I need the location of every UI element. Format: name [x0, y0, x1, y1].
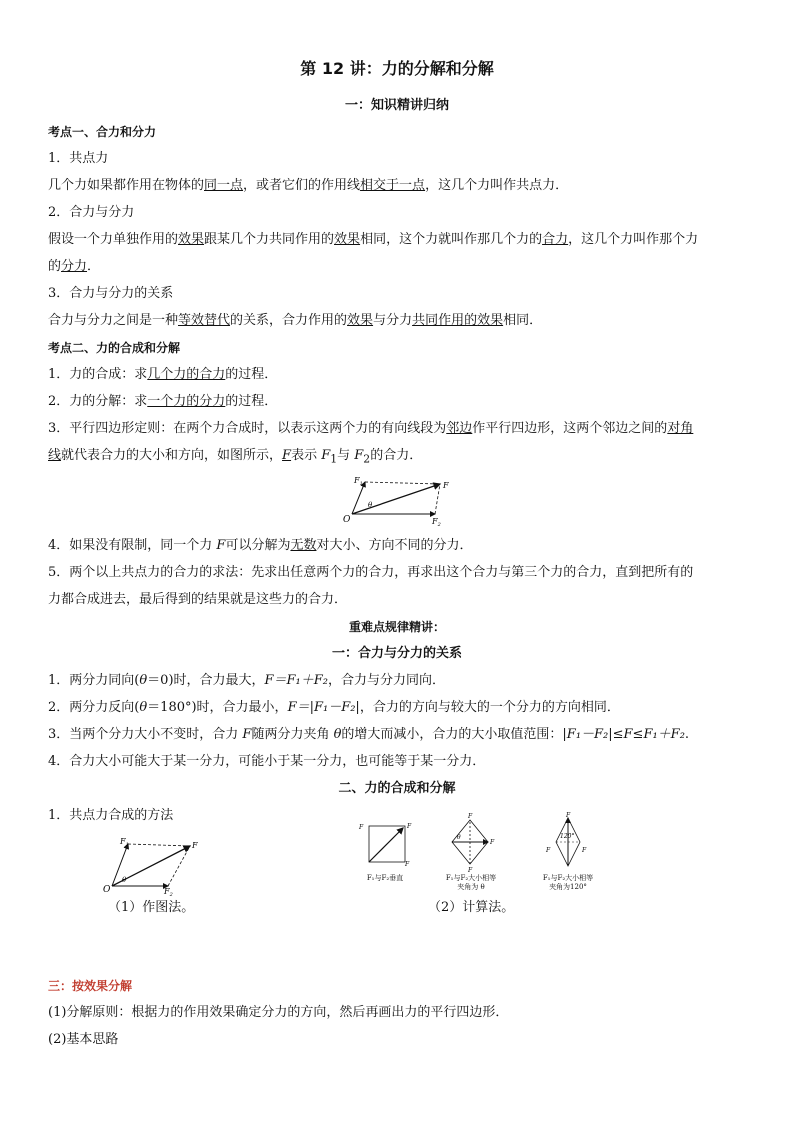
page-title: 第 12 讲：力的分解和分解 — [300, 59, 494, 78]
caption-calculation: （2）计算法。 — [428, 900, 515, 915]
effect-line2: (2)基本思路 — [48, 1032, 119, 1047]
fig-equal-theta — [440, 812, 500, 872]
k2-item5-line1: 5．两个以上共点力的合力的求法：先求出任意两个力的合力，再求出这个合力与第三个力的合力，直到把所有的 — [48, 565, 694, 580]
fig-a-caption: F₁与F₂垂直 — [366, 874, 404, 882]
k1-item2-text-line1: 假设一个力单独作用的效果跟某几个力共同作用的效果相同，这个力就叫作那几个力的合力，这几个力叫作那个力 — [48, 232, 699, 247]
k1-item1-text: 几个力如果都作用在物体的同一点，或者它们的作用线相交于一点，这几个力叫作共点力． — [48, 178, 569, 193]
svg-text:F: F — [407, 823, 412, 830]
svg-text:F: F — [192, 841, 198, 850]
vector-f — [352, 484, 440, 514]
svg-text:F: F — [468, 813, 473, 820]
k1-item2-text-line2: 的分力． — [48, 259, 101, 274]
dashed-edge-top — [365, 482, 440, 484]
fig-perpendicular — [355, 820, 415, 870]
k1-item3-text: 合力与分力之间是一种等效替代的关系，合力作用的效果与分力共同作用的效果相同． — [48, 313, 543, 328]
dashed-edge-right — [435, 484, 440, 514]
svg-text:F: F — [546, 847, 551, 854]
svg-text:F: F — [566, 812, 571, 819]
fig-equal-120 — [538, 812, 598, 874]
svg-text:F: F — [359, 824, 364, 831]
label-origin: O — [343, 515, 351, 525]
svg-text:F: F — [468, 867, 473, 874]
rel-line3: 3．当两个分力大小不变时，合力 F随两分力夹角 θ的增大而减小，合力的大小取值范围：|F₁－F₂|≤F≤F₁＋F₂. — [48, 727, 690, 742]
caption-graphical: （1）作图法。 — [108, 900, 195, 915]
effect-line1: (1)分解原则：根据力的作用效果确定分力的方向，然后再画出力的平行四边形． — [48, 1005, 509, 1020]
svg-text:F2: $F_2$ — [164, 887, 173, 898]
svg-text:θ: θ — [457, 834, 461, 841]
k1-item3-title: 3．合力与分力的关系 — [48, 286, 174, 301]
section2-sub1: 一：合力与分力的关系 — [331, 646, 462, 661]
svg-text:F: F — [490, 839, 495, 846]
methods-line1: 1．共点力合成的方法 — [48, 808, 174, 823]
k2-item4: 4．如果没有限制，同一个力 F可以分解为无数对大小、方向不同的分力． — [48, 538, 473, 553]
section2-sub2: 二、力的合成和分解 — [338, 781, 456, 796]
k1-item2-title: 2．合力与分力 — [48, 205, 135, 220]
label-f: F — [443, 481, 449, 490]
svg-text:F1: $F_1$ — [120, 837, 129, 848]
rel-line2: 2．两分力反向(θ＝180°)时，合力最小，F＝|F₁－F₂|，合力的方向与较大的一个分力的方向相同． — [48, 700, 620, 715]
section2-heading: 重难点规律精讲： — [348, 620, 445, 634]
k2-item5-line2: 力都合成进去，最后得到的结果就是这些力的合力． — [48, 592, 348, 607]
section3-heading: 三：按效果分解 — [48, 979, 133, 993]
rel-line4: 4．合力大小可能大于某一分力，可能小于某一分力，也可能等于某一分力． — [48, 754, 486, 769]
label-theta: θ — [368, 501, 373, 509]
svg-text:θ: θ — [122, 876, 127, 884]
svg-text:F: F — [405, 861, 410, 868]
svg-text:120°: 120° — [560, 833, 575, 840]
section1-heading: 一：知识精讲归纳 — [344, 98, 449, 113]
rel-line1: 1．两分力同向(θ＝0)时，合力最大，F＝F₁＋F₂，合力与分力同向． — [48, 673, 446, 688]
k2-item1: 1．力的合成：求几个力的合力的过程． — [48, 367, 278, 382]
label-f2: $F_2$ — [432, 517, 441, 528]
fig-b-caption: F₁与F₂大小相等 夹角为 θ — [445, 874, 497, 891]
svg-text:O: O — [103, 885, 111, 895]
svg-text:F: F — [582, 847, 587, 854]
kaodian2-heading: 考点二、力的合成和分解 — [48, 341, 181, 355]
k2-item3-line1: 3．平行四边形定则：在两个力合成时，以表示这两个力的有向线段为邻边作平行四边形，这两个邻边之间的对角 — [48, 421, 694, 436]
kaodian1-heading: 考点一、合力和分力 — [48, 125, 157, 139]
k1-item1-title: 1．共点力 — [48, 151, 109, 166]
label-f1: $F_1$ — [354, 476, 363, 487]
parallelogram-diagram — [340, 474, 460, 534]
vector-f1 — [352, 482, 365, 514]
k2-item2: 2．力的分解：求一个力的分力的过程． — [48, 394, 278, 409]
k2-item3-line2: 线就代表合力的大小和方向，如图所示，F表示 $F_1$与 $F_2$的合力． — [48, 448, 423, 466]
fig-c-caption: F₁与F₂大小相等 夹角为120° — [542, 874, 594, 891]
graphical-method-diagram — [100, 834, 210, 898]
